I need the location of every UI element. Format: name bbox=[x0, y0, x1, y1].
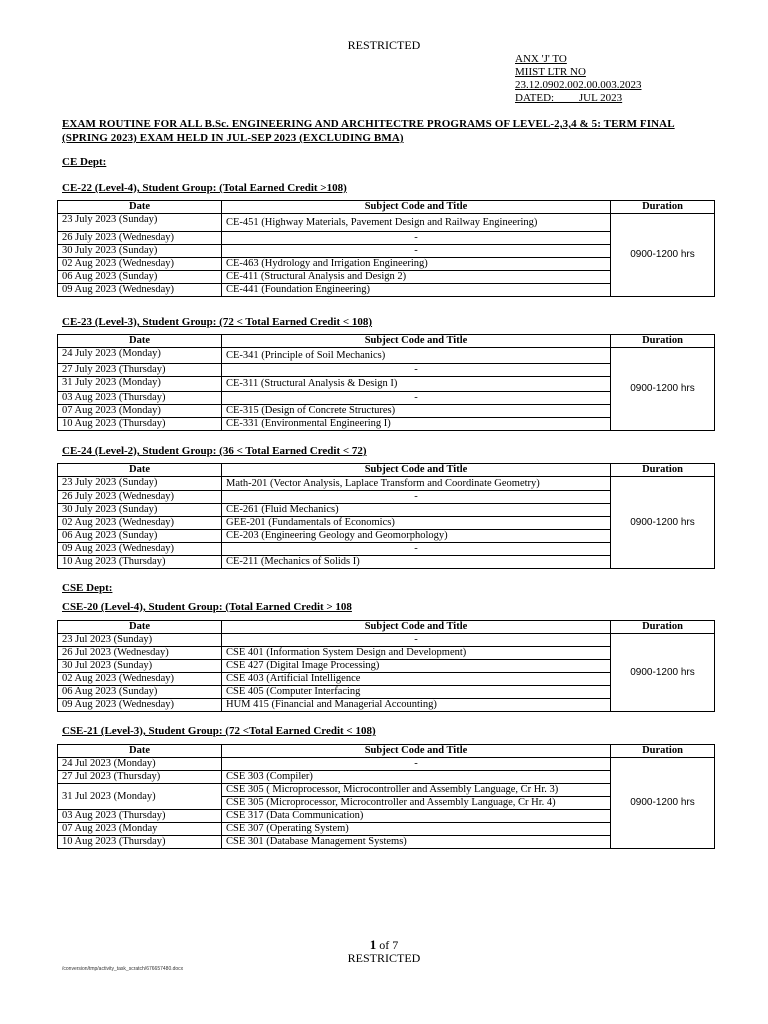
exam-subject: CE-331 (Environmental Engineering I) bbox=[222, 418, 611, 431]
exam-date: 02 Aug 2023 (Wednesday) bbox=[58, 673, 222, 686]
exam-date: 10 Aug 2023 (Thursday) bbox=[58, 836, 222, 849]
exam-duration: 0900-1200 hrs bbox=[611, 634, 715, 712]
exam-subject: CSE 305 (Microprocessor, Microcontroller and Assembly Language, Cr Hr. 4) bbox=[222, 797, 611, 810]
exam-subject: - bbox=[222, 232, 611, 245]
exam-date: 06 Aug 2023 (Sunday) bbox=[58, 686, 222, 699]
exam-subject: CSE 427 (Digital Image Processing) bbox=[222, 660, 611, 673]
exam-date: 30 July 2023 (Sunday) bbox=[58, 504, 222, 517]
annex-line: ANX 'J' TO bbox=[515, 53, 567, 65]
table-row bbox=[58, 634, 715, 647]
column-header-duration: Duration bbox=[611, 201, 715, 214]
exam-date: 06 Aug 2023 (Sunday) bbox=[58, 530, 222, 543]
exam-subject: - bbox=[222, 634, 611, 647]
exam-date: 02 Aug 2023 (Wednesday) bbox=[58, 517, 222, 530]
column-header-subject: Subject Code and Title bbox=[222, 335, 611, 348]
exam-date: 02 Aug 2023 (Wednesday) bbox=[58, 258, 222, 271]
annex-line: DATED: JUL 2023 bbox=[515, 92, 623, 104]
column-header-date: Date bbox=[58, 201, 222, 214]
column-header-subject: Subject Code and Title bbox=[222, 201, 611, 214]
cse21-heading: CSE-21 (Level-3), Student Group: (72 <Total Earned Credit < 108) bbox=[62, 725, 376, 737]
exam-subject: CSE 405 (Computer Interfacing bbox=[222, 686, 611, 699]
exam-date: 23 July 2023 (Sunday) bbox=[58, 477, 222, 491]
annex-line: 23.12.0902.002.00.003.2023 bbox=[515, 79, 642, 91]
column-header-date: Date bbox=[58, 464, 222, 477]
exam-subject: CE-463 (Hydrology and Irrigation Engineering) bbox=[222, 258, 611, 271]
exam-date: 09 Aug 2023 (Wednesday) bbox=[58, 284, 222, 297]
cse-dept-heading: CSE Dept: bbox=[62, 582, 113, 594]
exam-subject: CSE 317 (Data Communication) bbox=[222, 810, 611, 823]
ce24-table bbox=[57, 463, 715, 569]
exam-date: 26 Jul 2023 (Wednesday) bbox=[58, 647, 222, 660]
ce22-heading: CE-22 (Level-4), Student Group: (Total Earned Credit >108) bbox=[62, 182, 347, 194]
exam-date: 27 Jul 2023 (Thursday) bbox=[58, 771, 222, 784]
exam-subject: CE-451 (Highway Materials, Pavement Design and Railway Engineering) bbox=[222, 214, 611, 232]
document-title: EXAM ROUTINE FOR ALL B.Sc. ENGINEERING AND ARCHITECTRE PROGRAMS OF LEVEL-2,3,4 & 5: TERM FINAL (SPRING 2023) EXAM HELD IN JUL-SEP 2023 (EXCLUDING BMA) bbox=[62, 118, 675, 144]
table-row bbox=[58, 214, 715, 232]
file-path: /conversion/tmp/activity_task_scratch/676657480.docx bbox=[62, 966, 184, 972]
exam-subject: CSE 307 (Operating System) bbox=[222, 823, 611, 836]
exam-subject: CE-341 (Principle of Soil Mechanics) bbox=[222, 348, 611, 364]
exam-date: 24 July 2023 (Monday) bbox=[58, 348, 222, 364]
exam-subject: GEE-201 (Fundamentals of Economics) bbox=[222, 517, 611, 530]
ce22-table bbox=[57, 200, 715, 297]
exam-date: 31 Jul 2023 (Monday) bbox=[58, 784, 222, 810]
column-header-date: Date bbox=[58, 335, 222, 348]
exam-date: 30 July 2023 (Sunday) bbox=[58, 245, 222, 258]
exam-subject: CSE 303 (Compiler) bbox=[222, 771, 611, 784]
exam-subject: CSE 401 (Information System Design and Development) bbox=[222, 647, 611, 660]
exam-date: 09 Aug 2023 (Wednesday) bbox=[58, 699, 222, 712]
ce23-table bbox=[57, 334, 715, 431]
exam-date: 30 Jul 2023 (Sunday) bbox=[58, 660, 222, 673]
column-header-subject: Subject Code and Title bbox=[222, 621, 611, 634]
column-header-duration: Duration bbox=[611, 621, 715, 634]
exam-subject: - bbox=[222, 758, 611, 771]
exam-subject: CE-261 (Fluid Mechanics) bbox=[222, 504, 611, 517]
table-header-row bbox=[58, 745, 715, 758]
cse21-table bbox=[57, 744, 715, 849]
exam-subject: CSE 305 ( Microprocessor, Microcontroller and Assembly Language, Cr Hr. 3) bbox=[222, 784, 611, 797]
exam-subject: - bbox=[222, 543, 611, 556]
ce-dept-heading: CE Dept: bbox=[62, 156, 107, 168]
exam-date: 26 July 2023 (Wednesday) bbox=[58, 491, 222, 504]
exam-date: 03 Aug 2023 (Thursday) bbox=[58, 810, 222, 823]
table-row bbox=[58, 758, 715, 771]
table-header-row bbox=[58, 464, 715, 477]
annex-line: MIIST LTR NO bbox=[515, 66, 586, 78]
restricted-header: RESTRICTED bbox=[347, 38, 421, 52]
exam-date: 23 July 2023 (Sunday) bbox=[58, 214, 222, 232]
exam-subject: CSE 403 (Artificial Intelligence bbox=[222, 673, 611, 686]
exam-date: 10 Aug 2023 (Thursday) bbox=[58, 556, 222, 569]
exam-duration: 0900-1200 hrs bbox=[611, 477, 715, 569]
restricted-footer: RESTRICTED bbox=[347, 951, 421, 965]
column-header-subject: Subject Code and Title bbox=[222, 464, 611, 477]
column-header-date: Date bbox=[58, 745, 222, 758]
exam-subject: CE-315 (Design of Concrete Structures) bbox=[222, 405, 611, 418]
exam-date: 06 Aug 2023 (Sunday) bbox=[58, 271, 222, 284]
column-header-duration: Duration bbox=[611, 464, 715, 477]
table-row bbox=[58, 477, 715, 491]
ce23-heading: CE-23 (Level-3), Student Group: (72 < Total Earned Credit < 108) bbox=[62, 316, 373, 328]
exam-date: 10 Aug 2023 (Thursday) bbox=[58, 418, 222, 431]
exam-subject: - bbox=[222, 491, 611, 504]
exam-duration: 0900-1200 hrs bbox=[611, 214, 715, 297]
column-header-duration: Duration bbox=[611, 745, 715, 758]
cse20-table bbox=[57, 620, 715, 712]
exam-date: 03 Aug 2023 (Thursday) bbox=[58, 392, 222, 405]
ce24-heading: CE-24 (Level-2), Student Group: (36 < Total Earned Credit < 72) bbox=[62, 445, 367, 457]
cse20-heading: CSE-20 (Level-4), Student Group: (Total Earned Credit > 108 bbox=[62, 601, 352, 613]
page-current: 1 bbox=[369, 937, 377, 952]
exam-subject: CE-441 (Foundation Engineering) bbox=[222, 284, 611, 297]
table-header-row bbox=[58, 201, 715, 214]
exam-subject: CE-311 (Structural Analysis & Design I) bbox=[222, 377, 611, 392]
exam-subject: - bbox=[222, 245, 611, 258]
exam-subject: HUM 415 (Financial and Managerial Accounting) bbox=[222, 699, 611, 712]
exam-subject: CSE 301 (Database Management Systems) bbox=[222, 836, 611, 849]
exam-date: 27 July 2023 (Thursday) bbox=[58, 364, 222, 377]
column-header-subject: Subject Code and Title bbox=[222, 745, 611, 758]
exam-subject: CE-203 (Engineering Geology and Geomorphology) bbox=[222, 530, 611, 543]
exam-date: 31 July 2023 (Monday) bbox=[58, 377, 222, 392]
table-header-row bbox=[58, 621, 715, 634]
annex-reference bbox=[515, 53, 642, 105]
exam-subject: CE-211 (Mechanics of Solids I) bbox=[222, 556, 611, 569]
table-header-row bbox=[58, 335, 715, 348]
exam-date: 24 Jul 2023 (Monday) bbox=[58, 758, 222, 771]
table-row bbox=[58, 348, 715, 364]
exam-subject: Math-201 (Vector Analysis, Laplace Transform and Coordinate Geometry) bbox=[222, 477, 611, 491]
exam-subject: - bbox=[222, 392, 611, 405]
exam-subject: - bbox=[222, 364, 611, 377]
exam-subject: CE-411 (Structural Analysis and Design 2) bbox=[222, 271, 611, 284]
column-header-date: Date bbox=[58, 621, 222, 634]
page-total: of 7 bbox=[376, 938, 399, 952]
exam-duration: 0900-1200 hrs bbox=[611, 758, 715, 849]
exam-date: 26 July 2023 (Wednesday) bbox=[58, 232, 222, 245]
exam-date: 09 Aug 2023 (Wednesday) bbox=[58, 543, 222, 556]
exam-date: 07 Aug 2023 (Monday) bbox=[58, 405, 222, 418]
exam-date: 23 Jul 2023 (Sunday) bbox=[58, 634, 222, 647]
column-header-duration: Duration bbox=[611, 335, 715, 348]
exam-date: 07 Aug 2023 (Monday bbox=[58, 823, 222, 836]
exam-duration: 0900-1200 hrs bbox=[611, 348, 715, 431]
